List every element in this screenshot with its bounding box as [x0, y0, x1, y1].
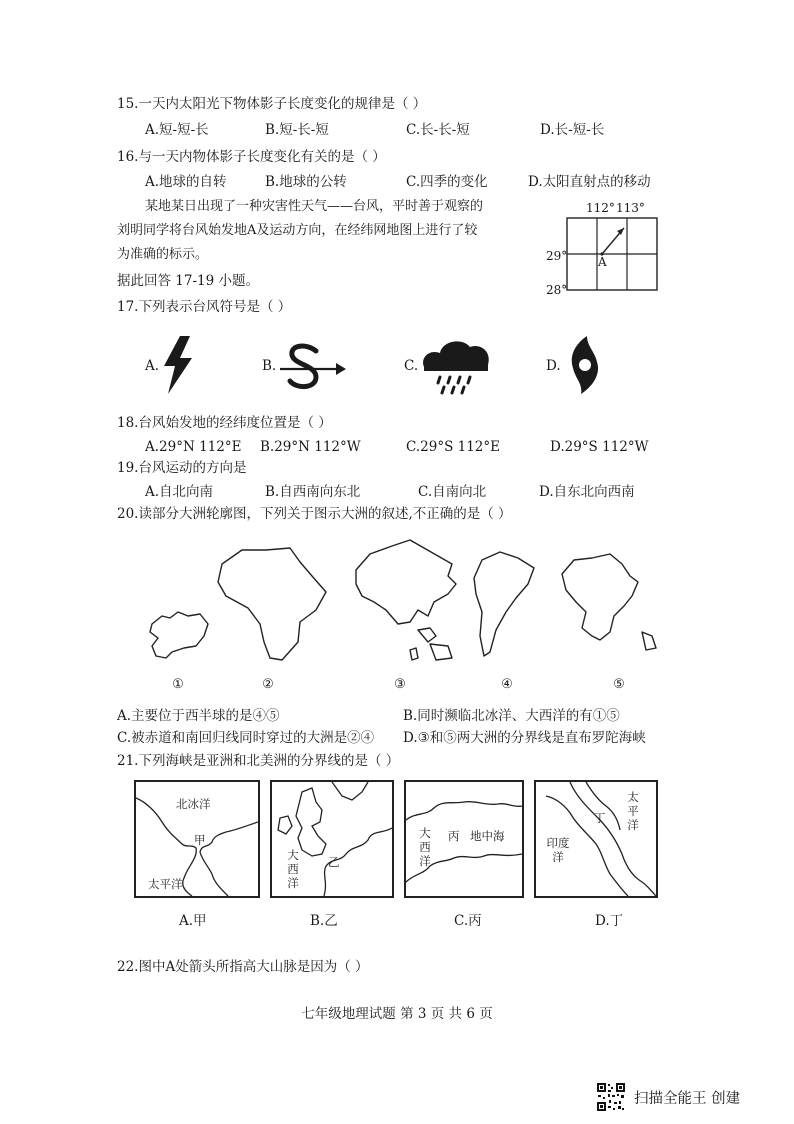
q16-option-a: A.地球的自转 — [145, 174, 227, 190]
q16-stem: 16.与一天内物体影子长度变化有关的是（ ） — [117, 149, 386, 165]
q21-option-b: B.乙 — [310, 913, 338, 929]
q20-stem: 20.读部分大洲轮廓图，下列关于图示大洲的叙述,不正确的是（ ） — [117, 506, 512, 522]
strait-map-yi — [270, 780, 394, 898]
page-footer: 七年级地理试题 第 3 页 共 6 页 — [301, 1006, 493, 1022]
q18-stem: 18.台风始发地的经纬度位置是（ ） — [117, 415, 332, 431]
q20-option-c: C.被赤道和南回归线同时穿过的大洲是②④ — [117, 730, 375, 746]
map-bing-sea: 地中海 — [470, 829, 505, 843]
continent-label-4: ④ — [501, 677, 513, 692]
grid-lat-28: 28° — [546, 283, 568, 297]
africa-outline — [218, 548, 326, 660]
passage-line-3: 为准确的标示。 — [117, 247, 209, 262]
q19-option-a: A.自北向南 — [145, 484, 214, 500]
q16-option-d: D.太阳直射点的移动 — [528, 174, 651, 190]
grid-lon-113: 113° — [616, 201, 645, 215]
q21-option-a: A.甲 — [179, 913, 207, 929]
scanner-watermark — [596, 1082, 740, 1112]
q18-option-b: B.29°N 112°W — [260, 439, 361, 455]
q15-option-a: A.短-短-长 — [145, 122, 209, 138]
q21-option-d: D.丁 — [595, 913, 624, 929]
q19-option-d: D.自东北向西南 — [539, 484, 635, 500]
passage-line-1: 某地某日出现了一种灾害性天气——台风，平时善于观察的 — [145, 199, 484, 214]
map-ding-ocean-pacific: 太平洋 — [627, 790, 639, 832]
q18-option-d: D.29°S 112°W — [550, 439, 649, 455]
q21-stem: 21.下列海峡是亚洲和北美洲的分界线的是（ ） — [117, 753, 400, 769]
map-yi-ocean: 大西洋 — [287, 848, 299, 890]
q17-option-a: A. — [145, 358, 160, 374]
q15-stem: 15.一天内太阳光下物体影子长度变化的规律是（ ） — [117, 96, 427, 112]
q20-option-b: B.同时濒临北冰洋、大西洋的有①⑤ — [403, 708, 620, 724]
map-yi-mark: 乙 — [328, 855, 340, 869]
strait-map-bing — [404, 780, 524, 898]
q20-option-d: D.③和⑤两大洲的分界线是直布罗陀海峡 — [403, 730, 646, 746]
passage-line-2: 刘明同学将台风始发地A及运动方向，在经纬网地图上进行了较 — [117, 223, 478, 238]
continent-label-3: ③ — [394, 677, 406, 692]
q19-option-b: B.自西南向东北 — [265, 484, 361, 500]
q19-stem: 19.台风运动的方向是 — [117, 460, 247, 476]
continent-label-5: ⑤ — [613, 677, 625, 692]
europe-outline — [150, 612, 208, 658]
passage-line-4: 据此回答 17-19 小题。 — [117, 273, 260, 289]
continent-label-2: ② — [262, 677, 274, 692]
asia-outline — [356, 540, 456, 624]
strait-map-ding — [534, 780, 658, 898]
lightning-icon — [160, 336, 196, 394]
rain-cloud-icon — [418, 337, 494, 395]
continent-outlines — [130, 532, 670, 678]
map-jia-ocean-arctic: 北冰洋 — [176, 797, 211, 811]
map-bing-mark: 丙 — [448, 829, 460, 843]
q21-option-c: C.丙 — [454, 913, 482, 929]
q15-option-b: B.短-长-短 — [265, 122, 329, 138]
north-america-outline — [562, 554, 638, 640]
continent-label-1: ① — [172, 677, 184, 692]
q15-option-c: C.长-长-短 — [406, 122, 470, 138]
q17-stem: 17.下列表示台风符号是（ ） — [117, 299, 292, 315]
map-bing-ocean: 大西洋 — [419, 826, 431, 868]
map-jia-ocean-pacific: 太平洋 — [148, 877, 183, 891]
qr-code-icon — [596, 1082, 626, 1112]
scanner-watermark-text: 扫描全能王 创建 — [634, 1090, 741, 1107]
grid-lon-112: 112° — [586, 201, 615, 215]
typhoon-icon — [565, 334, 605, 396]
q20-option-a: A.主要位于西半球的是④⑤ — [117, 708, 280, 724]
lat-long-grid — [540, 198, 670, 298]
strait-map-jia — [134, 780, 260, 898]
q15-option-d: D.长-短-长 — [540, 122, 605, 138]
q17-option-b: B. — [262, 358, 277, 374]
q19-option-c: C.自南向北 — [418, 484, 487, 500]
q17-option-d: D. — [546, 358, 561, 374]
map-ding-ocean-indian: 印度洋 — [546, 836, 570, 864]
grid-point-a: A — [598, 255, 607, 269]
q22-stem: 22.图中A处箭头所指高大山脉是因为（ ） — [117, 959, 369, 975]
q16-option-c: C.四季的变化 — [406, 174, 488, 190]
grid-lat-29: 29° — [546, 249, 568, 263]
map-jia-mark: 甲 — [194, 833, 206, 847]
q16-option-b: B.地球的公转 — [265, 174, 347, 190]
south-america-outline — [474, 552, 534, 656]
q17-option-c: C. — [404, 358, 419, 374]
q18-option-c: C.29°S 112°E — [406, 439, 500, 455]
map-ding-mark: 丁 — [594, 811, 606, 825]
s-arrow-icon — [276, 343, 350, 391]
q18-option-a: A.29°N 112°E — [145, 439, 242, 455]
